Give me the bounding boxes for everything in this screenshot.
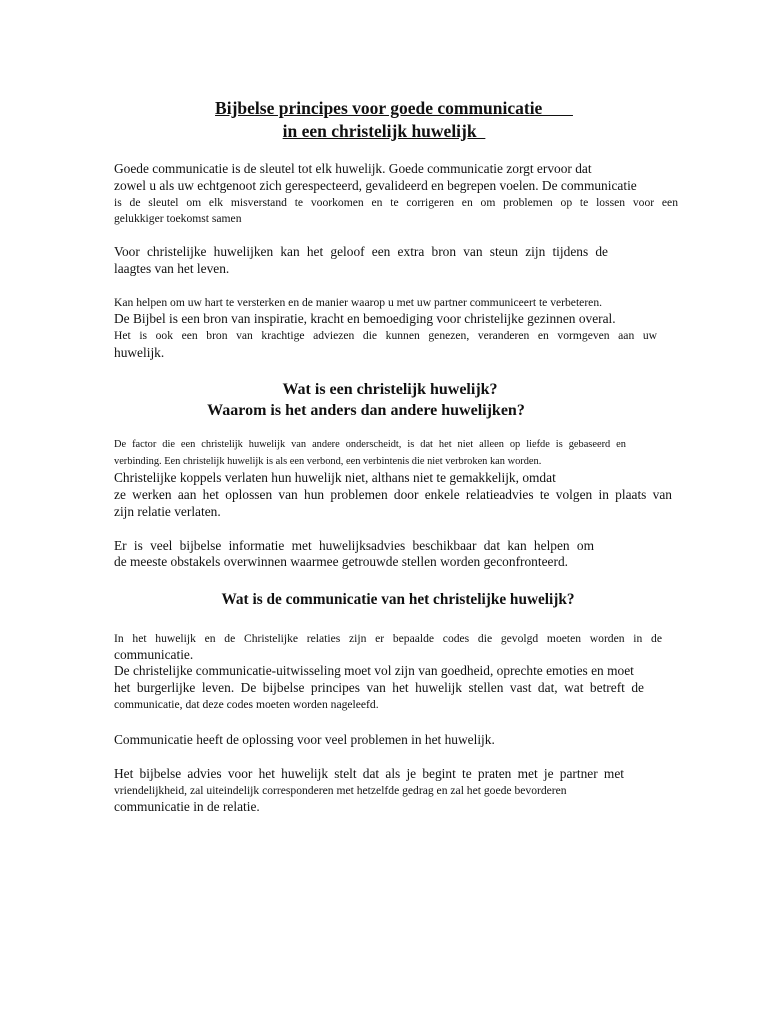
- paragraph-line: Het is ook een bron van krachtige adviezen die kunnen genezen, veranderen en vormgeven aan uw: [114, 329, 657, 342]
- paragraph-line: verbinding. Een christelijk huwelijk is als een verbond, een verbintenis die niet verbroken kan worden.: [114, 456, 542, 467]
- paragraph-line: De christelijke communicatie-uitwisseling moet vol zijn van goedheid, oprechte emoties en moet: [114, 663, 634, 678]
- paragraph-line: communicatie in de relatie.: [114, 799, 260, 814]
- intro-line: Goede communicatie is de sleutel tot elk huwelijk. Goede communicatie zorgt ervoor dat: [114, 161, 592, 176]
- paragraph-line: De Bijbel is een bron van inspiratie, kracht en bemoediging voor christelijke gezinnen overal.: [114, 311, 616, 326]
- paragraph-line: Communicatie heeft de oplossing voor veel problemen in het huwelijk.: [114, 732, 495, 747]
- paragraph-line: de meeste obstakels overwinnen waarmee getrouwde stellen worden geconfronteerd.: [114, 554, 568, 569]
- document-title-line-2: in een christelijk huwelijk: [282, 121, 486, 141]
- paragraph-line: Er is veel bijbelse informatie met huwelijksadvies beschikbaar dat kan helpen om: [114, 538, 594, 553]
- document-title-line-1: Bijbelse principes voor goede communicatie: [215, 98, 573, 118]
- paragraph-line: huwelijk.: [114, 345, 165, 360]
- paragraph-line: Het bijbelse advies voor het huwelijk stelt dat als je begint te praten met je partner met: [114, 766, 624, 781]
- paragraph-line: ze werken aan het oplossen van hun problemen door enkele relatieadvies te volgen in plaats van: [114, 487, 672, 502]
- intro-line: zowel u als uw echtgenoot zich gerespecteerd, gevalideerd en begrepen voelen. De communicatie: [114, 178, 637, 193]
- paragraph-line: vriendelijkheid, zal uiteindelijk corresponderen met hetzelfde gedrag en zal het goede bevorderen: [114, 784, 567, 797]
- paragraph-line: het burgerlijke leven. De bijbelse principes van het huwelijk stellen vast dat, wat betreft de: [114, 680, 644, 695]
- section-heading: Wat is de communicatie van het christelijke huwelijk?: [221, 591, 575, 608]
- paragraph-line: communicatie, dat deze codes moeten worden nageleefd.: [114, 698, 379, 711]
- paragraph-line: zijn relatie verlaten.: [114, 504, 221, 519]
- paragraph-line: Voor christelijke huwelijken kan het geloof een extra bron van steun zijn tijdens de: [114, 244, 608, 259]
- section-heading: Waarom is het anders dan andere huwelijken?: [207, 402, 525, 419]
- paragraph-line: In het huwelijk en de Christelijke relaties zijn er bepaalde codes die gevolgd moeten worden in de: [114, 632, 662, 645]
- intro-line: is de sleutel om elk misverstand te voorkomen en te corrigeren en om problemen op te lossen voor een: [114, 196, 678, 209]
- paragraph-line: laagtes van het leven.: [114, 261, 230, 276]
- paragraph-line: Christelijke koppels verlaten hun huwelijk niet, althans niet te gemakkelijk, omdat: [114, 470, 556, 485]
- paragraph-line: Kan helpen om uw hart te versterken en de manier waarop u met uw partner communiceert te verbeteren.: [114, 296, 603, 309]
- intro-line: gelukkiger toekomst samen: [114, 212, 242, 225]
- section-heading: Wat is een christelijk huwelijk?: [282, 381, 498, 398]
- paragraph-line: communicatie.: [114, 647, 194, 662]
- paragraph-line: De factor die een christelijk huwelijk van andere onderscheidt, is dat het niet alleen op liefde is gebaseerd en: [114, 439, 626, 450]
